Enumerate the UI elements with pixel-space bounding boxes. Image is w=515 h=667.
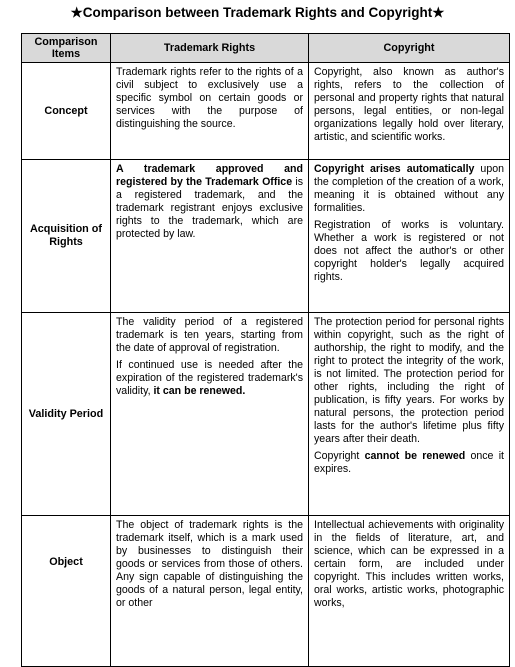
trademark-renewal-text: [116, 359, 303, 398]
table-header-row: [22, 34, 510, 63]
copyright-object-text: Intellectual achievements with originality in the fields of literature, art, and science, which can be expressed in a certain form, are included under copyright. This includes written works, oral works, artistic works, photographic works,: [314, 519, 504, 609]
header-comparison-items: Comparison Items: [22, 34, 111, 63]
copyright-renewal-pre: Copyright: [314, 450, 365, 462]
trademark-acquisition-bold: A trademark approved and registered by the Trademark Office: [116, 163, 303, 188]
trademark-concept-text: Trademark rights refer to the rights of a civil subject to exclusively use a specific symbol on certain goods or services with the purpose of distinguishing the source.: [116, 66, 303, 130]
table-row: [22, 63, 510, 160]
copyright-renewal-post: once it expires.: [314, 450, 504, 475]
copyright-registration-text: Registration of works is voluntary. Whether a work is registered or not does not affect the author's or other copyright holder's legally acquired rights.: [314, 219, 504, 283]
row-item-acquisition: Acquisition of Rights: [22, 160, 111, 313]
trademark-validity-text: The validity period of a registered trademark is ten years, starting from the date of approval of registration.: [116, 316, 303, 354]
trademark-acquisition-text: [116, 163, 303, 241]
copyright-acquisition-bold: Copyright arises automatically: [314, 163, 475, 175]
copyright-renewal-text: [314, 450, 504, 476]
trademark-renewal-rest: If continued use is needed after the expiration of the registered trademark's validity,: [116, 359, 303, 397]
copyright-concept-cell: [309, 63, 510, 160]
comparison-table: [21, 33, 510, 667]
copyright-renewal-bold: cannot be renewed: [364, 450, 466, 462]
row-item-validity-period: Validity Period: [22, 313, 111, 516]
header-trademark-rights: Trademark Rights: [111, 34, 309, 63]
row-item-concept: Concept: [22, 63, 111, 160]
trademark-acquisition-rest: is a registered trademark, and the trademark registrant enjoys exclusive rights to the trademark, which are protected by law.: [116, 176, 303, 240]
copyright-concept-text: Copyright, also known as author's rights, refers to the collection of personal and property rights that natural persons, legal entities, or non-legal organizations legally hold over literary, artistic, and scientific works.: [314, 66, 504, 143]
trademark-validity-cell: [111, 313, 309, 516]
copyright-validity-cell: [309, 313, 510, 516]
table-row: [22, 160, 510, 313]
page-title: ★Comparison between Trademark Rights and Copyright★: [70, 5, 445, 20]
copyright-acquisition-rest: upon the completion of the creation of a work, meaning it is obtained without any formalities.: [314, 163, 504, 214]
trademark-renewal-bold: it can be renewed.: [153, 385, 246, 397]
copyright-validity-text: The protection period for personal rights within copyright, such as the right of authorship, the right to modify, and the right to protect the integrity of the work, is not limited. The protection period for other rights, including the right of publication, is fifty years. For works by natural persons, the protection period lasts for the author's lifetime plus fifty years after their death.: [314, 316, 504, 445]
trademark-concept-cell: [111, 63, 309, 160]
table-row: [22, 516, 510, 667]
trademark-object-cell: [111, 516, 309, 667]
table-row: [22, 313, 510, 516]
row-item-object: Object: [22, 516, 111, 667]
copyright-acquisition-cell: [309, 160, 510, 313]
header-copyright: Copyright: [309, 34, 510, 63]
trademark-acquisition-cell: [111, 160, 309, 313]
copyright-object-cell: [309, 516, 510, 667]
copyright-acquisition-text: [314, 163, 504, 215]
trademark-object-text: The object of trademark rights is the trademark itself, which is a mark used by businesses to distinguish their goods or services from those of others. Any sign capable of distinguishing the goods of a natural person, legal entity, or other: [116, 519, 303, 609]
